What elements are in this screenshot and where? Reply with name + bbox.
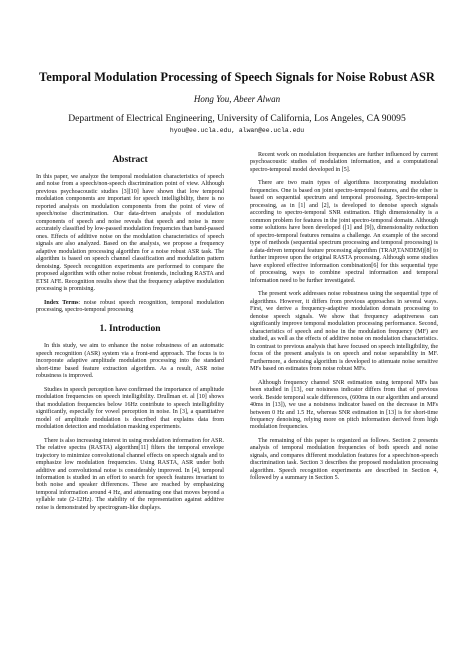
paper-emails: hyou@ee.ucla.edu, alwan@ee.ucla.edu: [169, 127, 305, 134]
paper-authors: Hong You, Abeer Alwan: [193, 94, 281, 104]
right-column: [250, 152, 438, 489]
index-terms-label: Index Terms: [44, 299, 79, 306]
paper-title: Temporal Modulation Processing of Speech Signals for Noise Robust ASR: [39, 70, 435, 84]
index-terms-text: : noise robust speech recognition, temporal modulation processing, spectro-temporal processing: [36, 299, 224, 313]
left-column: [36, 152, 224, 518]
intro-paragraph: There is also increasing interest in using modulation information for ASR. The relative spectra (RASTA) algorithm[11] filters the temporal envelope trajectory to minimize convolutional channel effects on speech signals and to emphasize low modulation frequencies. Using RASTA, ASR under both additive and convolutional noise is considerably improved. In [4], temporal information is studied in an effort to search for speech features invariant to both noise and speaker differences. These are reached by emphasizing temporal information around 4 Hz, and attenuating one that moves beyond a syllable rate (2-12Hz). The stability of the representation against additive noise is demonstrated by spectrogram-like displays.: [36, 437, 224, 511]
intro-paragraph: Studies in speech perception have confirmed the importance of amplitude modulation frequencies on speech intelligibility. Drullman et. al [10] shows that modulation frequencies below 16Hz contribute to speech intelligibility significantly, especially for vowel perception in noise. In [3], a quantitative model of amplitude modulation is described that explains data from modulation detection and modulation masking experiments.: [36, 386, 224, 431]
index-terms: [36, 300, 224, 315]
body-paragraph: Although frequency channel SNR estimation using temporal MFs has been studied in [13], our noisiness indicator differs from that of previous work. Beside temporal scale differences, (600ms in our algorithm and around 40ms in [13]), we use a noisiness indicator based on the decrease in MFs between 0 Hz and 1.5 Hz, whereas SNR estimation in [13] is for short-time frequency denoising, relying more on pitch information derived from high modulation frequencies.: [250, 379, 438, 431]
abstract-text: In this paper, we analyze the temporal modulation characteristics of speech and noise from a speech/non-speech discrimination point of view. Although previous psychoacoustic studies [3][10] have shown that low temporal modulation components are important for speech intelligibility, there is no reported analysis on modulation components from the point of view of speech/noise discrimination. Our data-driven analysis of modulation components of speech and noise reveals that speech and noise is more accurately classified by low-passed modulation frequencies than band-passed ones. Effects of additive noise on the modulation characteristics of speech signals are also analyzed. Based on the analysis, we propose a frequency adaptive modulation processing algorithm for a noise robust ASR task. The algorithm is based on speech channel classification and modulation pattern denoising. Speech recognition experiments are performed to compare the proposed algorithm with other noise robust frontends, including RASTA and ETSI AFE. Recognition results show that the frequency adaptive modulation processing is promising.: [36, 173, 224, 293]
body-paragraph: Recent work on modulation frequencies are further influenced by current psychoacoustic studies of modulation information, and a computational spectro-temporal model developed in [5].: [250, 152, 438, 173]
body-paragraph: The remaining of this paper is organized as follows. Section 2 presents analysis of temporal modulation frequencies of both speech and noise signals, and compares different modulation features for a speech/non-speech discrimination task. Section 3 describes the proposed modulation processing algorithm. Speech recognition experiments are described in Section 4, followed by a summary in Section 5.: [250, 437, 438, 482]
intro-paragraph: In this study, we aim to enhance the noise robustness of an automatic speech recognition (ASR) system via a front-end approach. The focus is to incorporate adaptive amplitude modulation processing into the standard short-time based feature extraction algorithm. As a result, ASR noise robustness is improved.: [36, 343, 224, 380]
paper-affiliation: Department of Electrical Engineering, University of California, Los Angeles, CA 90095: [68, 113, 406, 124]
abstract-heading: Abstract: [112, 155, 148, 165]
introduction-heading: 1. Introduction: [99, 324, 161, 335]
body-paragraph: There are two main types of algorithms incorporating modulation frequencies. One is based on joint spectro-temporal features, and the other is based on sequential spectrum and temporal processing. Spectro-temporal processing, as in [1] and [2], is developed to denoise speech signals according to spectro-temporal SNR estimation. High dimensionality is a common problem for features in the joint spectro-temporal domain. Although some solutions have been developed ([1] and [9]), dimensionality reduction of spectro-temporal features remains a challenge. An example of the second type of methods (sequential spectrum processing and temporal processing) is a data-driven temporal feature processing algorithm (TRAP,TANDEM)[8] to further improve upon the original RASTA processing. Although some studies have explored effective information combination[6] for this sequential type of processing, ways to combine spectral information and temporal information need to be further investigated.: [250, 180, 438, 284]
body-paragraph: The present work addresses noise robustness using the sequential type of algorithms. However, it differs from previous approaches in several ways. First, we derive a frequency-adaptive modulation domain processing to denoise speech signals. We show that frequency adaptiveness can significantly improve temporal modulation processing performance. Second, characteristics of speech and noise in the modulation frequency (MF) are studied, as well as the effects of additive noise on modulation characteristics. In contrast to previous analysis that have focused on speech intelligibility, the focus of the present analysis is on speech and noise separability in MF. Furthermore, a denoising algorithm is developed to attenuate noise sensitive MFs based on estimates from noise robust MFs.: [250, 291, 438, 373]
